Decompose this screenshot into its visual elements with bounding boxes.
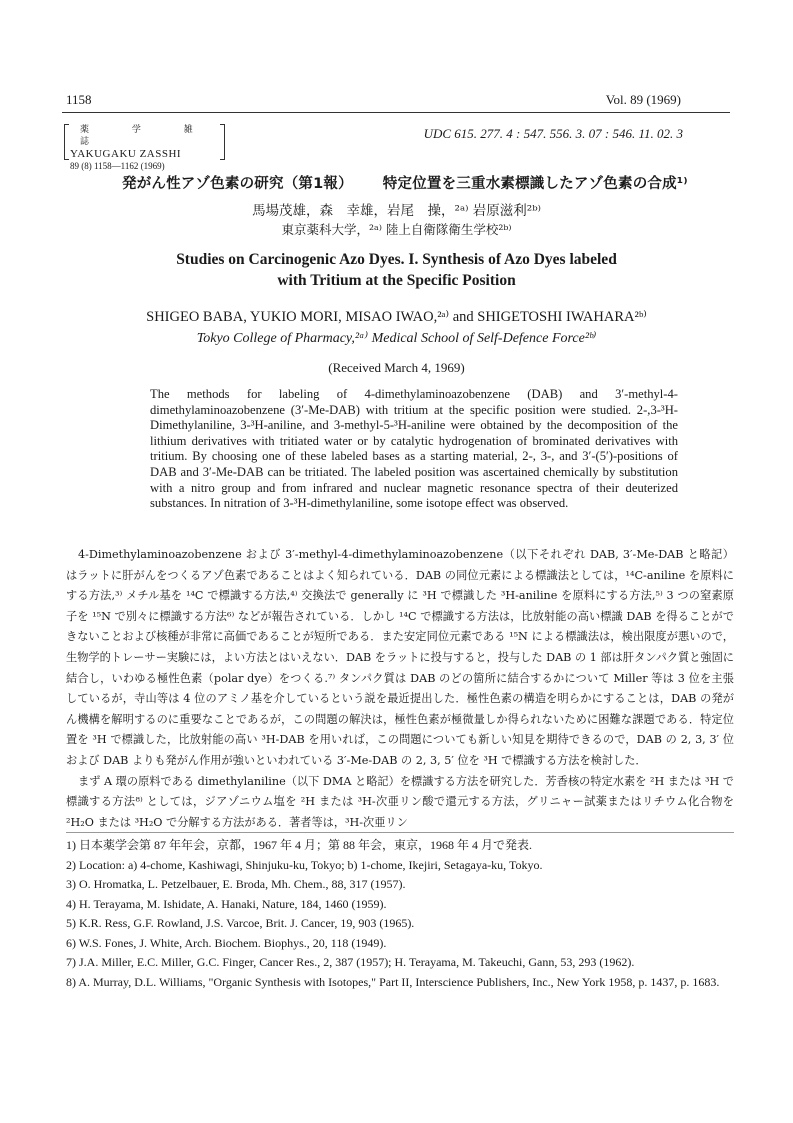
english-title [0,249,793,291]
footnote-item: 1) 日本薬学会第 87 年年会，京都，1967 年 4 月；第 88 年会，東京，1968 年 4 月で発表. [66,838,532,852]
footnote-item: 6) W.S. Fones, J. White, Arch. Biochem. Biophys., 20, 118 (1949). [66,935,387,950]
english-title-line1: Studies on Carcinogenic Azo Dyes. I. Synthesis of Azo Dyes labeled [176,251,617,268]
japanese-affiliations: 東京薬科大学，²ᵃ⁾ 陸上自衛隊衛生学校²ᵇ⁾ [281,222,512,237]
footnote-item: 8) A. Murray, D.L. Williams, "Organic Synthesis with Isotopes," Part II, Interscience Publishers, Inc., New York 1958, p. 1437, p. 1683. [66,974,720,989]
footnote-rule [66,832,734,833]
journal-name: YAKUGAKU ZASSHI [70,148,182,160]
footnote-item: 3) O. Hromatka, L. Petzelbauer, E. Broda, Mh. Chem., 88, 317 (1957). [66,877,406,891]
english-authors: SHIGEO BABA, YUKIO MORI, MISAO IWAO,²ᵃ⁾ and SHIGETOSHI IWAHARA²ᵇ⁾ [146,309,647,325]
footnote-item: 7) J.A. Miller, E.C. Miller, G.C. Finger, Cancer Res., 2, 387 (1957); H. Terayama, M. Takeuchi, Gann, 53, 293 (1962). [66,955,635,969]
body-text [66,545,734,833]
header-rule [62,112,730,113]
footnote-item: 5) K.R. Ress, G.F. Rowland, J.S. Varcoe, Brit. J. Cancer, 19, 903 (1965). [66,916,415,930]
japanese-authors: 馬場茂雄，森 幸雄，岩尾 操，²ᵃ⁾ 岩原滋利²ᵇ⁾ [252,203,541,219]
japanese-title-part1: 発がん性アゾ色素の研究（第1報） [122,176,353,192]
received-date: (Received March 4, 1969) [328,360,465,375]
page-number: 1158 [66,92,92,107]
journal-box [70,124,230,171]
udc-code: UDC 615. 277. 4 : 547. 556. 3. 07 : 546. 11. 02. 3 [423,126,683,141]
volume-label: Vol. 89 (1969) [605,92,681,107]
japanese-title [122,172,742,193]
footnote-item: 2) Location: a) 4-chome, Kashiwagi, Shinjuku-ku, Tokyo; b) 1-chome, Ikejiri, Setagaya-ku, Tokyo. [66,857,543,872]
bracket-left [64,124,69,160]
journal-reference: 89 (8) 1158—1162 (1969) [70,161,165,171]
bracket-right [220,124,225,160]
footnote-item: 4) H. Terayama, M. Ishidate, A. Hanaki, Nature, 184, 1460 (1959). [66,896,387,911]
journal-kanji: 薬 学 雑 誌 [80,125,213,147]
english-title-line2: with Tritium at the Specific Position [277,272,516,289]
english-affiliations: Tokyo College of Pharmacy,²ᵃ⁾ Medical School of Self-Defence Force²ᵇ⁾ [196,331,597,346]
abstract: The methods for labeling of 4-dimethylaminoazobenzene (DAB) and 3′-methyl-4-dimethylaminoazobenzene (3′-Me-DAB) with tritium at the specific position were studied. 2-,3-³H-Dimethylaniline, 3-³H-aniline, and 3-methyl-5-³H-aniline were obtained by the decomposition of the lithium derivatives with tritiated water or by catalytic hydrogenation of brominated derivatives with tritium. By choosing one of these labeled bases as a starting material, 2-, 3-, and 3′-(5′)-positions of DAB and 3′-Me-DAB can be tritiated. The labeled position was ascertained chemically by substitution with a nitro group and from infrared and nuclear magnetic resonance spectra of their deuterized substances. In nitration of 3-³H-dimethylaniline, some isotope effect was observed. [150,387,678,511]
japanese-title-part2: 特定位置を三重水素標識したアゾ色素の合成¹⁾ [382,176,688,192]
body-paragraph-2: まず A 環の原料である dimethylaniline（以下 DMA と略記）を標識する方法を研究した．芳香核の特定水素を ²H または ³H で標識する方法⁸⁾ としては，ジアゾニウム塩を ²H または ³H-次亜リン酸で還元する方法，グリニャー試薬またはリチウム化合物を ²H₂O または ³H₂O で分解する方法がある．著者等は，³H-次亜リン [66,774,734,829]
footnotes [66,836,734,992]
body-paragraph-1: 4-Dimethylaminoazobenzene および 3′-methyl-4-dimethylaminoazobenzene（以下それぞれ DAB, 3′-Me-DAB と略記）はラットに肝がんをつくるアゾ色素であることはよく知られている．DAB の同位元素による標識法としては，¹⁴C-aniline を原料にする方法,³⁾ メチル基を ¹⁴C で標識する方法,⁴⁾ 交換法で generally に ³H で標識した ³H-aniline を原料にする方法,⁵⁾ 3 つの窒素原子を ¹⁵N で別々に標識する方法⁶⁾ などが報告されている．しかし ¹⁴C で標識する方法は，比放射能の高い標識 DAB を得ることができないことおよび核種が非常に高価であることが短所である．また安定同位元素である ¹⁵N による標識法は，検出限度が悪いので，生物学的トレーサー実験には，よい方法とはいえない．DAB をラットに投与すると，投与した DAB の 1 部は肝タンパク質と強固に結合し，いわゆる極性色素（polar dye）をつくる.⁷⁾ タンパク質は DAB のどの箇所に結合するかについて Miller 等は 3 位を主張しているが，寺山等は 4 位のアミノ基を介しているという説を最近提出した．極性色素の構造を明らかにすることは，DAB の発がん機構を解明するのに重要なことであるが，この問題の解決は，極性色素が極微量しか得られないために困難な課題である．特定位置を ³H で標識した，比放射能の高い ³H-DAB を用いれば，この問題についても新しい知見を期待できるので，DAB の 2, 3, 3′ 位および DAB よりも発がん作用が強いといわれている 3′-Me-DAB の 2, 3, 5′ 位を ³H で標識する方法を検討した． [66,548,734,767]
